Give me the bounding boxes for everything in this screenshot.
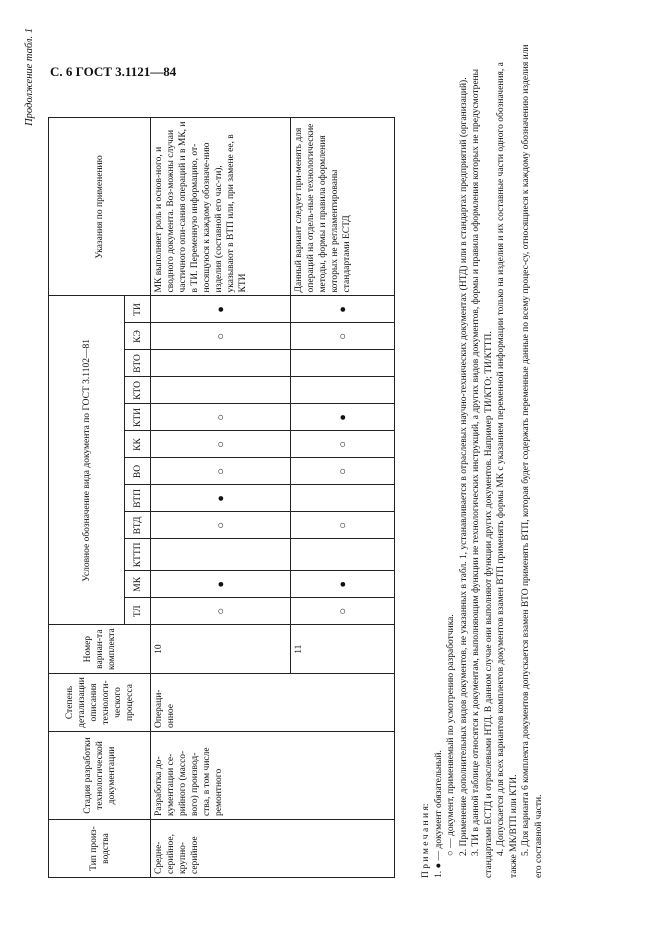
page-header: С. 6 ГОСТ 3.1121—84	[50, 64, 177, 79]
table-row	[151, 118, 291, 878]
header-detail: Степень детализации описания технологи-ческого процесса	[49, 674, 151, 732]
header-variant: Номер вариан-та комплекта	[49, 625, 151, 674]
doc-mark	[151, 539, 291, 571]
doc-col-header: КК	[125, 431, 151, 458]
doc-mark: ●	[151, 296, 291, 323]
continuation-label: Продолжение табл. 1	[24, 28, 35, 126]
header-notes: Указания по применению	[49, 118, 151, 296]
doc-col-header: ТИ	[125, 296, 151, 323]
doc-col-header: КТО	[125, 377, 151, 404]
doc-mark: ○	[291, 512, 395, 539]
doc-mark	[151, 350, 291, 377]
note-item: 1. ● — документ обязательный.	[433, 750, 444, 878]
doc-col-header: КТТП	[125, 539, 151, 571]
doc-mark: ○	[291, 458, 395, 485]
note-item: 3. ТИ в данной таблице относятся к документам, выполняющим функции не технологических инструкций, а других видов документов, формы и правила оформления которых не предусмотрены стандартами ЕСТД и отраслевыми НТД. В данном случае они выполняют функции других документов. Например ТИ/КТО; ТИ/КТТП.	[471, 68, 494, 878]
doc-col-header: КТИ	[125, 404, 151, 431]
doc-col-header: ВО	[125, 458, 151, 485]
doc-mark	[291, 350, 395, 377]
doc-col-header: ВТП	[125, 485, 151, 512]
doc-mark: ○	[151, 404, 291, 431]
doc-mark: ○	[151, 512, 291, 539]
doc-mark: ●	[291, 571, 395, 598]
doc-mark	[291, 539, 395, 571]
variant-number: 10	[151, 625, 291, 674]
doc-mark: ●	[291, 404, 395, 431]
detail-cell: Операци-онное	[151, 674, 395, 732]
usage-note: МК выполняет роль и основ-ного, и сводного документа. Воз-можны случаи частичного опи-сания операций и в МК, и в ТИ. Переменную информацию, от-носящуюся к каждому обозначе-нию изделия (составной его час-ти), указывают в ВТП или, при замене ее, в КТИ	[151, 118, 291, 296]
note-item: ○ — документ, применяемый по усмотрению разработчика.	[446, 614, 456, 856]
usage-note: Данный вариант следует при-менять для операций на отдель-ные технологические методы, формы и правила оформления которых не регламентированы стандартами ЕСТД	[291, 118, 395, 296]
header-doc-group: Условное обозначение вида документа по ГОСТ 3.1102—81	[49, 296, 125, 625]
doc-col-header: КЭ	[125, 323, 151, 350]
doc-mark: ○	[291, 431, 395, 458]
rotated-page-content	[20, 28, 620, 898]
doc-mark: ○	[151, 598, 291, 625]
notes-section	[420, 38, 545, 878]
doc-mark: ○	[291, 598, 395, 625]
doc-mark	[151, 377, 291, 404]
doc-mark	[291, 377, 395, 404]
doc-mark: ○	[151, 431, 291, 458]
documents-table	[48, 117, 395, 878]
notes-title: П р и м е ч а н и я:	[421, 803, 431, 878]
doc-mark: ○	[291, 323, 395, 350]
doc-mark: ○	[151, 458, 291, 485]
doc-col-header: ТЛ	[125, 598, 151, 625]
header-type: Тип произ-водства	[49, 820, 151, 878]
variant-number: 11	[291, 625, 395, 674]
doc-mark	[291, 485, 395, 512]
doc-col-header: ВТО	[125, 350, 151, 377]
note-item: 5. Для варианта 6 комплекта документов допускается взамен ВТО применять ВТП, которая будет содержать переменные данные по всему процес-су, относящиеся к каждому обозначению изделия или его составной части.	[521, 44, 544, 878]
doc-mark: ○	[151, 323, 291, 350]
type-cell: Средне-серийное, крупно-серийное	[151, 820, 395, 878]
note-item: 2. Применение дополнительных видов документов, не указанных в табл. 1, устанавливается в отраслевых научно-технических документах (НТД) или в стандартах предприятий (организаций).	[458, 77, 469, 856]
doc-col-header: ВТД	[125, 512, 151, 539]
header-stage: Стадия разработки технологической документации	[49, 732, 151, 820]
doc-col-header: МК	[125, 571, 151, 598]
doc-mark: ●	[291, 296, 395, 323]
stage-cell: Разработка до-кументации се-рийного (массо-вого) производ-ства, в том числе ремонтного	[151, 732, 395, 820]
doc-mark: ●	[151, 485, 291, 512]
doc-mark: ●	[151, 571, 291, 598]
note-item: 4. Допускается для всех вариантов комплектов документов взамен ВТП применять формы МК с указанием переменной информации только на изделия и их составные части одного обозначения, а также МК/ВТП или КТИ.	[496, 62, 519, 878]
